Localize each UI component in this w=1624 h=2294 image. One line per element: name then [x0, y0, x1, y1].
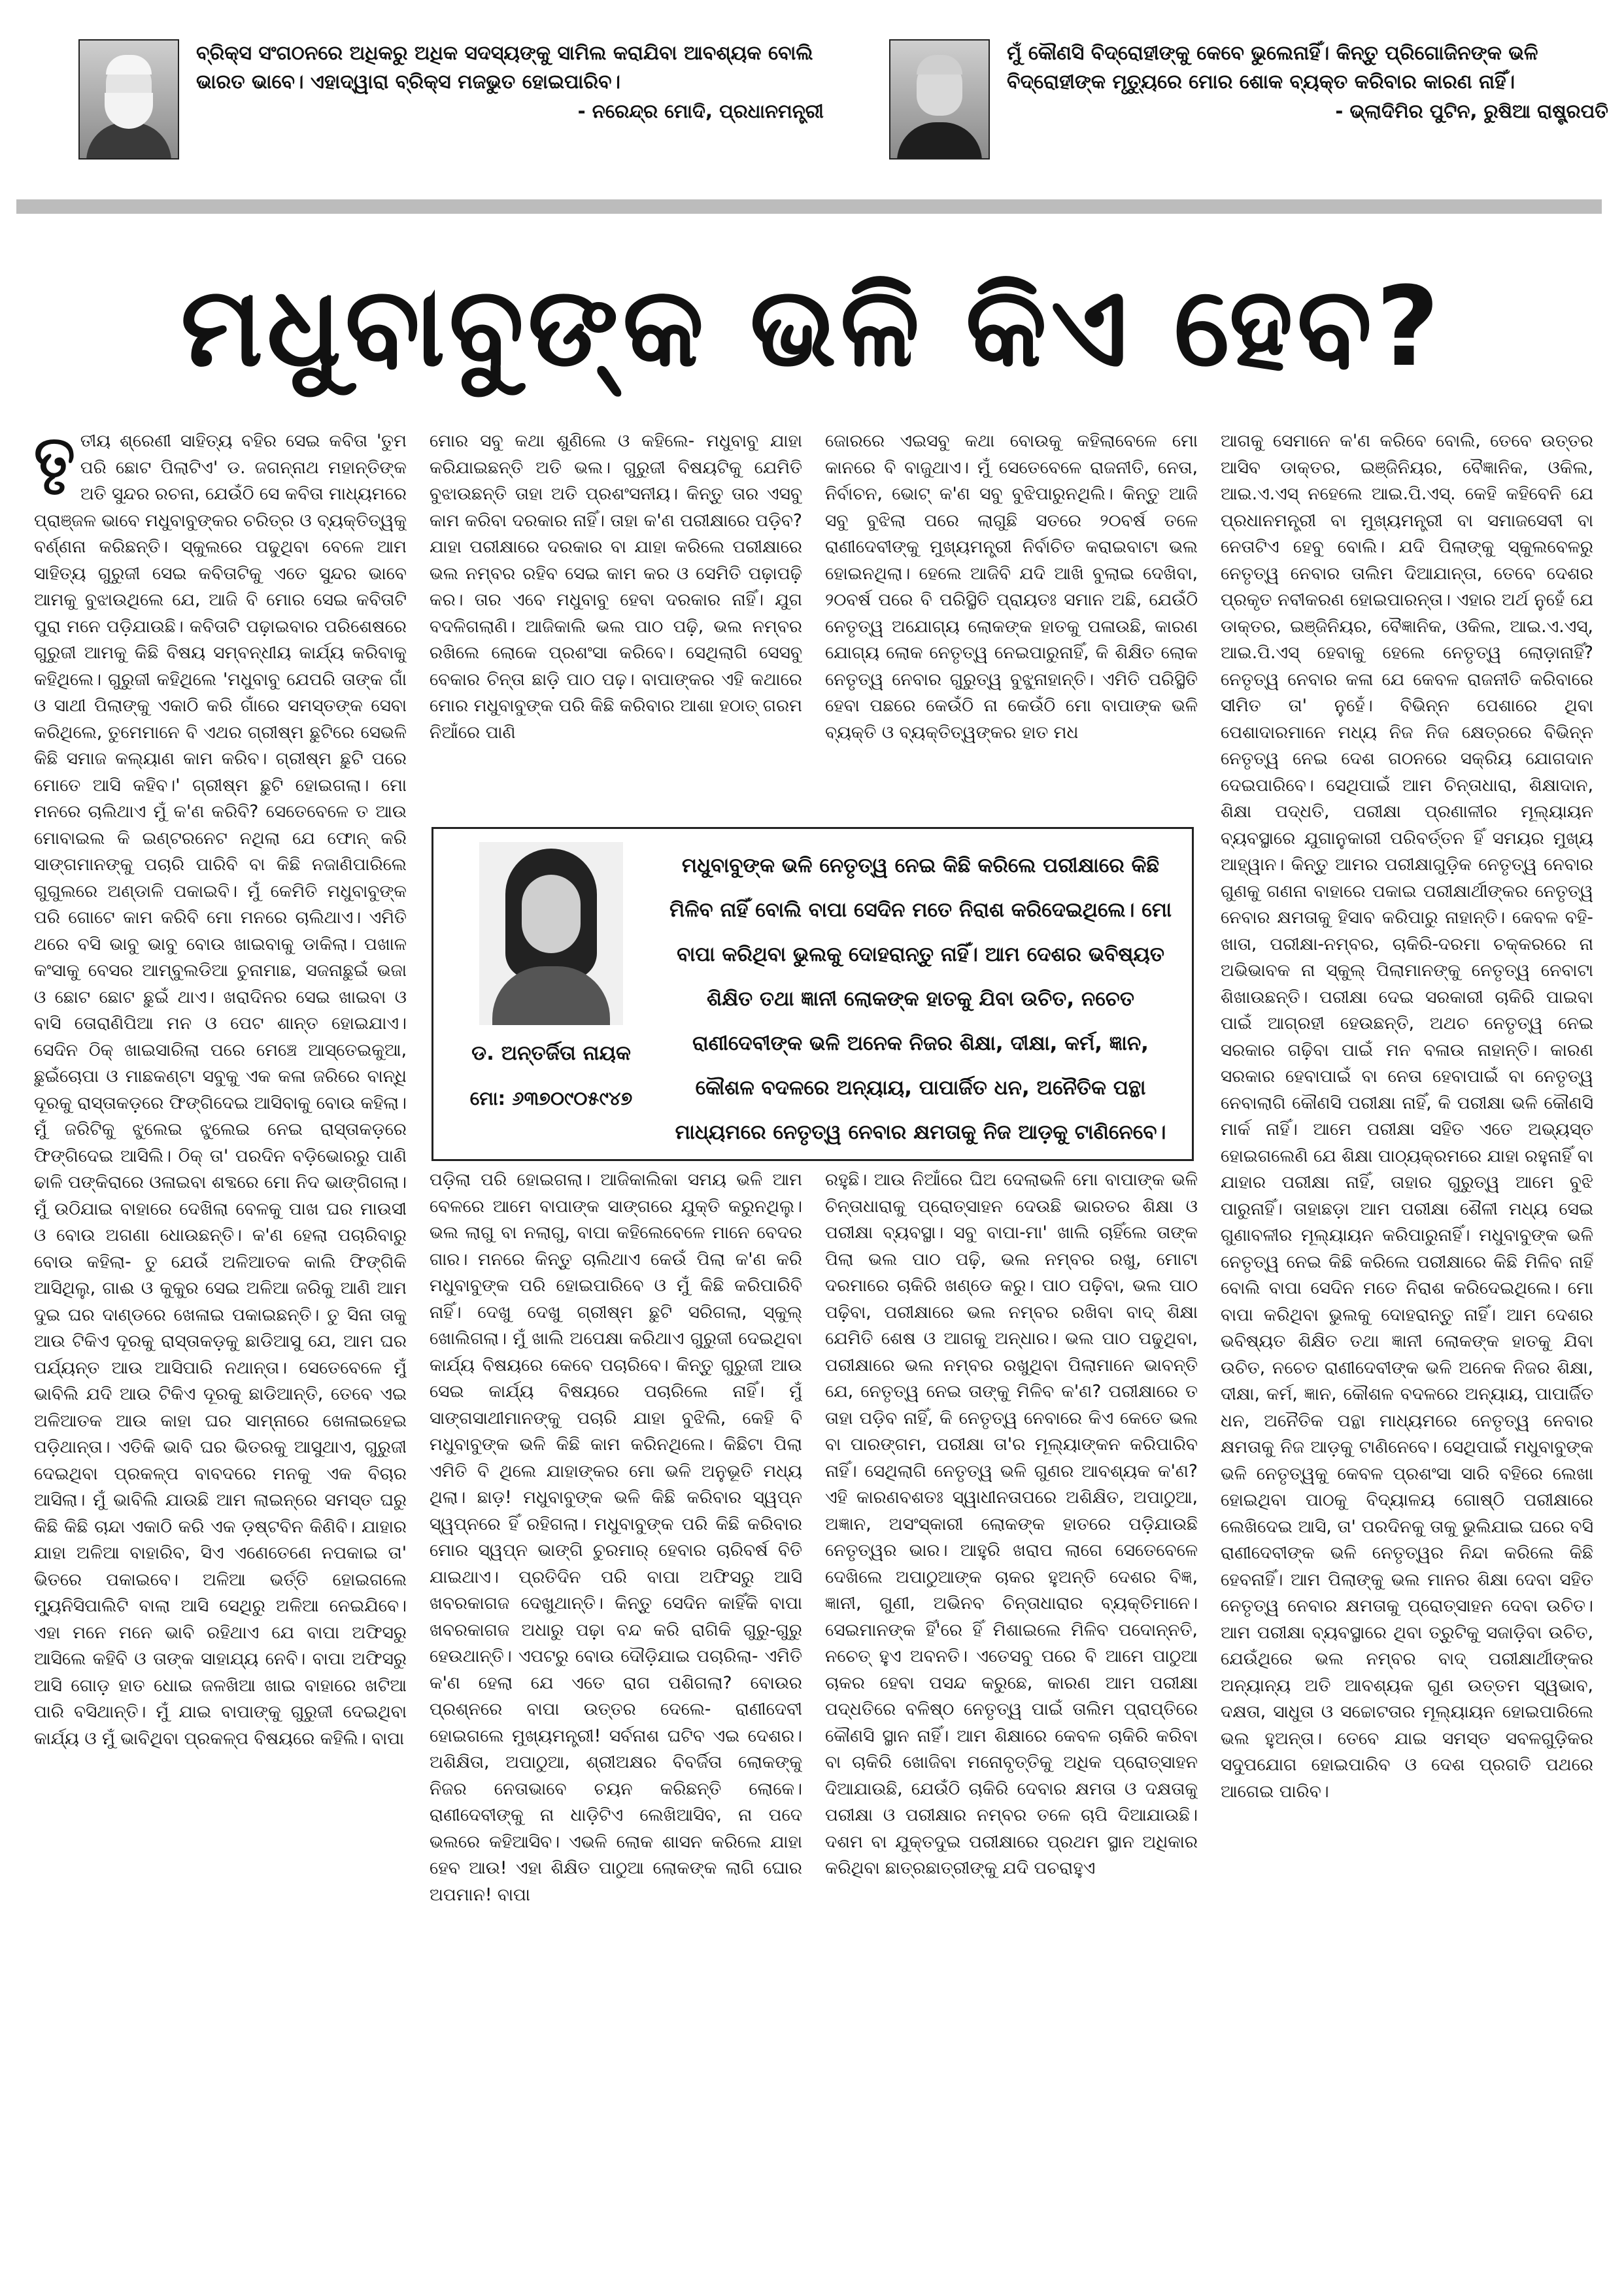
author-phone: ମୋ: ୬୩୭୦୯୦୫୯୪୭: [469, 1087, 633, 1109]
headline: ମଧୁବାବୁଙ୍କ ଭଳି କିଏ ହେବ?: [180, 263, 1444, 391]
drop-cap: ତୃ: [34, 428, 75, 490]
quote-text: ମୁଁ କୌଣସି ବିଦ୍ରୋହୀଙ୍କୁ କେବେ ଭୁଲେନାହିଁ। କିନ୍ତୁ ପ୍ରିଗୋଜିନଙ୍କ ଭଳି ବିଦ୍ରୋହୀଙ୍କ ମୃତ୍ୟୁରେ ମୋର ଶୋକ ବ୍ୟକ୍ତ କରିବାର କାରଣ ନାହିଁ।: [1007, 42, 1538, 93]
article-column-1: [34, 428, 407, 2252]
quote-text: ବ୍ରିକ୍ସ ସଂଗଠନରେ ଅଧିକରୁ ଅଧିକ ସଦସ୍ୟଙ୍କୁ ସାମିଲ କରାଯିବା ଆବଶ୍ୟକ ବୋଲି ଭାରତ ଭାବେ। ଏହାଦ୍ୱାରା ବ୍ରିକ୍ସ ମଜଭୁତ ହୋଇପାରିବ।: [196, 42, 813, 93]
quote-putin: [889, 39, 1608, 177]
pull-quote-text: ମଧୁବାବୁଙ୍କ ଭଳି ନେତୃତ୍ୱ ନେଇ କିଛି କରିଲେ ପରୀକ୍ଷାରେ କିଛି ମିଳିବ ନାହିଁ ବୋଲି ବାପା ସେଦିନ ମତେ ନିରାଶ କରିଦେଇଥିଲେ। ମୋ ବାପା କରିଥିବା ଭୁଲକୁ ଦୋହରାନ୍ତୁ ନାହିଁ। ଆମ ଦେଶର ଭବିଷ୍ୟତ ଶିକ୍ଷିତ ତଥା ଜ୍ଞାନୀ ଲୋକଙ୍କ ହାତକୁ ଯିବା ଉଚିତ, ନଚେତ ରାଣୀଦେବୀଙ୍କ ଭଳି ଅନେକ ନିଜର ଶିକ୍ଷା, ଦୀକ୍ଷା, କର୍ମ, ଜ୍ଞାନ, କୌଶଳ ବଦଳରେ ଅନ୍ୟାୟ, ପାପାର୍ଜିତ ଧନ, ଅନୈତିକ ପନ୍ଥା ମାଧ୍ୟମରେ ନେତୃତ୍ୱ ନେବାର କ୍ଷମତାକୁ ନିଜ ଆଡ଼କୁ ଟାଣିନେବେ।: [669, 854, 1172, 1144]
article-column-2-bottom: [430, 1167, 802, 2252]
author-name: ଡ. ଅନ୍ତର୍ଜିତା ନାୟକ: [471, 1041, 631, 1065]
article-column-4: [1221, 428, 1593, 2252]
column-text: ମୋର ସବୁ କଥା ଶୁଣିଲେ ଓ କହିଲେ- ମଧୁବାବୁ ଯାହା କରିଯାଇଛନ୍ତି ଅତି ଭଲ। ଗୁରୁଜୀ ବିଷୟଟିକୁ ଯେମିତି ବୁଝାଉଛନ୍ତି ତାହା ଅତି ପ୍ରଶଂସନୀୟ। କିନ୍ତୁ ତାର ଏସବୁ କାମ କରିବା ଦରକାର ନାହିଁ। ତାହା କ'ଣ ପରୀକ୍ଷାରେ ପଡ଼ିବ? ଯାହା ପରୀକ୍ଷାରେ ଦରକାର ବା ଯାହା କରିଲେ ପରୀକ୍ଷାରେ ଭଲ ନମ୍ବର ରହିବ ସେଇ କାମ କର ଓ ସେମିତି ପଢ଼ାପଢ଼ି କର। ତାର ଏବେ ମଧୁବାବୁ ହେବା ଦରକାର ନାହିଁ। ଯୁଗ ବଦଳିଗଲାଣି। ଆଜିକାଲି ଭଲ ପାଠ ପଢ଼ି, ଭଲ ନମ୍ବର ରଖିଲେ ଲୋକେ ପ୍ରଶଂସା କରିବେ। ସେଥିଲାଗି ସେସବୁ ବେକାର ଚିନ୍ତା ଛାଡ଼ି ପାଠ ପଢ଼। ବାପାଙ୍କର ଏହି କଥାରେ ମୋର ମଧୁବାବୁଙ୍କ ପରି କିଛି କରିବାର ଆଶା ହଠାତ୍ ଗରମ ନିଆଁରେ ପାଣି: [430, 431, 802, 743]
author-photo: [479, 842, 623, 1025]
putin-portrait: [889, 39, 990, 160]
quote-author: - ଭ୍ଲାଦିମିର ପୁଟିନ, ରୁଷିଆ ରାଷ୍ଟ୍ରପତି: [1335, 100, 1608, 122]
article-body: [34, 428, 1593, 2259]
article-column-3-bottom: [825, 1167, 1198, 2252]
article-column-3-top: [825, 428, 1198, 794]
quote-modi: [78, 39, 824, 177]
column-text: ତୀୟ ଶ୍ରେଣୀ ସାହିତ୍ୟ ବହିର ସେଇ କବିତା 'ତୁମ ପରି ଛୋଟ ପିଲାଟିଏ' ଡ. ଜଗନ୍ନାଥ ମହାନ୍ତିଙ୍କ ଅତି ସୁନ୍ଦର ରଚନା, ଯେଉଁଠି ସେ କବିତା ମାଧ୍ୟମରେ ପ୍ରାଞ୍ଜଳ ଭାବେ ମଧୁବାବୁଙ୍କର ଚରିତ୍ର ଓ ବ୍ୟକ୍ତିତ୍ୱକୁ ବର୍ଣ୍ଣନା କରିଛନ୍ତି। ସ୍କୁଲରେ ପଢୁଥିବା ବେଳେ ଆମ ସାହିତ୍ୟ ଗୁରୁଜୀ ସେଇ କବିତାଟିକୁ ଏତେ ସୁନ୍ଦର ଭାବେ ଆମକୁ ବୁଝାଉଥିଲେ ଯେ, ଆଜି ବି ମୋର ସେଇ କବିତାଟି ପୁରା ମନେ ପଡ଼ିଯାଉଛି। କବିତାଟି ପଢ଼ାଇବାର ପରିଶେଷରେ ଗୁରୁଜୀ ଆମକୁ କିଛି ବିଷୟ ସମ୍ବନ୍ଧୀୟ କାର୍ଯ୍ୟ କରିବାକୁ କହିଥିଲେ। ଗୁରୁଜୀ କହିଥିଲେ 'ମଧୁବାବୁ ଯେପରି ତାଙ୍କ ଗାଁ ଓ ସାଥୀ ପିଲାଙ୍କୁ ଏକାଠି କରି ଗାଁରେ ସମସ୍ତଙ୍କ ସେବା କରିଥିଲେ, ତୁମେମାନେ ବି ଏଥର ଗ୍ରୀଷ୍ମ ଛୁଟିରେ ସେଭଳି କିଛି ସମାଜ କଲ୍ୟାଣ କାମ କରିବ। ଗ୍ରୀଷ୍ମ ଛୁଟି ପରେ ମୋତେ ଆସି କହିବ।' ଗ୍ରୀଷ୍ମ ଛୁଟି ହୋଇଗଲା। ମୋ ମନରେ ଚାଲିଥାଏ ମୁଁ କ'ଣ କରିବି? ସେତେବେଳେ ତ ଆଉ ମୋବାଇଲ କି ଇଣ୍ଟରନେଟ ନଥିଲା ଯେ ଫୋନ୍ କରି ସାଙ୍ଗମାନଙ୍କୁ ପଚାରି ପାରିବି ବା କିଛି ନଜାଣିପାରିଲେ ଗୁଗୁଲରେ ଅଣ୍ଡାଳି ପକାଇବି। ମୁଁ କେମିତି ମଧୁବାବୁଙ୍କ ପରି ଗୋଟେ କାମ କରିବି ମୋ ମନରେ ଚାଲିଥାଏ। ଏମିତି ଥରେ ବସି ଭାବୁ ଭାବୁ ବୋଉ ଖାଇବାକୁ ଡାକିଲା। ପଖାଳ କଂସାକୁ ବେସର ଆମ୍ବୁଲଡିଆ ଚୁନାମାଛ, ସଜନାଛୁଇଁ ଭଜା ଓ ଛୋଟ ଛୋଟ ଛୁଇଁ ଥାଏ। ଖରାଦିନର ସେଇ ଖାଇବା ଓ ବାସି ତୋରାଣିପିଆ ମନ ଓ ପେଟ ଶାନ୍ତ ହୋଇଯାଏ। ସେଦିନ ଠିକ୍ ଖାଇସାରିଲା ପରେ ମେଞ୍ଚେ ଆସ୍ତେଇକୁଆ, ଛୁଇଁଚୋପା ଓ ମାଛକଣ୍ଟା ସବୁକୁ ଏକ କଳା ଜରିରେ ବାନ୍ଧି ଦୂରକୁ ରାସ୍ତାକଡ଼ରେ ଫିଙ୍ଗିଦେଇ ଆସିବାକୁ ବୋଉ କହିଲା। ମୁଁ ଜରିଟିକୁ ଝୁଲେଇ ଝୁଲେଇ ନେଇ ରାସ୍ତାକଡ଼ରେ ଫିଙ୍ଗିଦେଇ ଆସିଲି। ଠିକ୍ ତା' ପରଦିନ ବଡ଼ିଭୋରରୁ ପାଣି ଢାଳି ପଙ୍କିରାରେ ଓଳାଇବା ଶବ୍ଦରେ ମୋ ନିଦ ଭାଙ୍ଗିଗଲା। ମୁଁ ଉଠିଯାଇ ବାହାରେ ଦେଖିଲା ବେଳକୁ ପାଖ ଘର ମାଉସୀ ଓ ବୋଉ ଅଗଣା ଧୋଉଛନ୍ତି। କ'ଣ ହେଲା ପଚାରିବାରୁ ବୋଉ କହିଲା- ତୁ ଯେଉଁ ଅଳିଆତକ କାଲି ଫିଙ୍ଗିକି ଆସିଥିଲୁ, ଗାଈ ଓ କୁକୁର ସେଇ ଅଳିଆ ଜରିକୁ ଆଣି ଆମ ଦୁଇ ଘର ଦାଣ୍ଡରେ ଖେଳାଇ ପକାଇଛନ୍ତି। ତୁ ସିନା ତାକୁ ଆଉ ଟିକିଏ ଦୂରକୁ ରାସ୍ତାକଡ଼କୁ ଛାଡିଆସୁ ଯେ, ଆମ ଘର ପର୍ଯ୍ୟନ୍ତ ଆଉ ଆସିପାରି ନଥାନ୍ତା। ସେତେବେଳେ ମୁଁ ଭାବିଲି ଯଦି ଆଉ ଟିକିଏ ଦୂରକୁ ଛାଡିଆନ୍ତି, ତେବେ ଏଇ ଅଳିଆତକ ଆଉ କାହା ଘର ସାମ୍ନାରେ ଖେଳାଇହେଇ ପଡ଼ିଥାନ୍ତା। ଏତିକି ଭାବି ଘର ଭିତରକୁ ଆସୁଥାଏ, ଗୁରୁଜୀ ଦେଇଥିବା ପ୍ରକଳ୍ପ ବାବଦରେ ମନକୁ ଏକ ବିଚାର ଆସିଲା। ମୁଁ ଭାବିଲି ଯାଉଛି ଆମ ଲାଇନ୍‌ରେ ସମସ୍ତ ଘରୁ କିଛି କିଛି ଚାନ୍ଦା ଏକାଠି କରି ଏକ ଡ଼ଷ୍ଟବିନ କିଣିବି। ଯାହାର ଯାହା ଅଳିଆ ବାହାରିବ, ସିଏ ଏଣେତେଣେ ନପକାଇ ତା' ଭିତରେ ପକାଇବେ। ଅଳିଆ ଭର୍ତ୍ତି ହୋଇଗଲେ ମ୍ୟୁନିସିପାଲିଟି ବାଲା ଆସି ସେଥିରୁ ଅଳିଆ ନେଇଯିବେ। ଏହା ମନେ ମନେ ଭାବି ରହିଥାଏ ଯେ ବାପା ଅଫିସରୁ ଆସିଲେ କହିବି ଓ ତାଙ୍କ ସାହାଯ୍ୟ ନେବି। ବାପା ଅଫିସରୁ ଆସି ଗୋଡ଼ ହାତ ଧୋଇ ଜଳଖିଆ ଖାଇ ବାହାରେ ଖଟିଆ ପାରି ବସିଥାନ୍ତି। ମୁଁ ଯାଇ ବାପାଙ୍କୁ ଗୁରୁଜୀ ଦେଇଥିବା କାର୍ଯ୍ୟ ଓ ମୁଁ ଭାବିଥିବା ପ୍ରକଳ୍ପ ବିଷୟରେ କହିଲି। ବାପା: [34, 431, 407, 1749]
modi-portrait: [78, 39, 179, 160]
column-text: ରହୁଛି। ଆଉ ନିଆଁରେ ଘିଅ ଦେଲାଭଳି ମୋ ବାପାଙ୍କ ଭଳି ଚିନ୍ତାଧାରାକୁ ପ୍ରୋତ୍ସାହନ ଦେଉଛି ଭାରତର ଶିକ୍ଷା ଓ ପରୀକ୍ଷା ବ୍ୟବସ୍ଥା। ସବୁ ବାପା-ମା' ଖାଲି ଚାହିଁଲେ ତାଙ୍କ ପିଲା ଭଲ ପାଠ ପଢ଼ି, ଭଲ ନମ୍ବର ରଖୁ, ମୋଟା ଦରମାରେ ଚାକିରି ଖଣ୍ଡେ କରୁ। ପାଠ ପଢ଼ିବା, ଭଲ ପାଠ ପଢ଼ିବା, ପରୀକ୍ଷାରେ ଭଲ ନମ୍ବର ରଖିବା ବାଦ୍ ଶିକ୍ଷା ଯେମିତି ଶେଷ ଓ ଆଗକୁ ଅନ୍ଧାର। ଭଲ ପାଠ ପଢୁଥିବା, ପରୀକ୍ଷାରେ ଭଲ ନମ୍ବର ରଖୁଥିବା ପିଲାମାନେ ଭାବନ୍ତି ଯେ, ନେତୃତ୍ୱ ନେଇ ତାଙ୍କୁ ମିଳିବ କ'ଣ? ପରୀକ୍ଷାରେ ତ ତାହା ପଡ଼ିବ ନାହିଁ, କି ନେତୃତ୍ୱ ନେବାରେ କିଏ କେତେ ଭଲ ବା ପାରଙ୍ଗମ, ପରୀକ୍ଷା ତା'ର ମୂଲ୍ୟାଙ୍କନ କରିପାରିବ ନାହିଁ। ସେଥିଲାଗି ନେତୃତ୍ୱ ଭଳି ଗୁଣର ଆବଶ୍ୟକ କ'ଣ? ଏହି କାରଣବଶତଃ ସ୍ୱାଧୀନତାପରେ ଅଶିକ୍ଷିତ, ଅପାଠୁଆ, ଅଜ୍ଞାନ, ଅସଂସ୍କାରୀ ଲୋକଙ୍କ ହାତରେ ପଡ଼ିଯାଉଛି ନେତୃତ୍ୱର ଭାର। ଆହୁରି ଖରାପ ଲାଗେ ସେତେବେଳେ ଦେଖିଲେ ଅପାଠୁଆଙ୍କ ଚାକର ହୁଅନ୍ତି ଦେଶର ବିଜ୍ଞ, ଜ୍ଞାନୀ, ଗୁଣୀ, ଅଭିନବ ଚିନ୍ତାଧାରାର ବ୍ୟକ୍ତିମାନେ। ସେଇମାନଙ୍କ ହିଁ'ରେ ହିଁ ମିଶାଇଲେ ମିଳିବ ପଦୋନ୍ନତି, ନଚେତ୍ ହୁଏ ଅବନତି। ଏତେସବୁ ପରେ ବି ଆମେ ପାଠୁଆ ଚାକର ହେବା ପସନ୍ଦ କରୁଛେ, କାରଣ ଆମ ପରୀକ୍ଷା ପଦ୍ଧତିରେ ବଳିଷ୍ଠ ନେତୃତ୍ୱ ପାଇଁ ତାଲିମ ପ୍ରାପ୍ତିରେ କୌଣସି ସ୍ଥାନ ନାହିଁ। ଆମ ଶିକ୍ଷାରେ କେବଳ ଚାକିରି କରିବା ବା ଚାକିରି ଖୋଜିବା ମନୋବୃତ୍ତିକୁ ଅଧିକ ପ୍ରୋତ୍ସାହନ ଦିଆଯାଉଛି, ଯେଉଁଠି ଚାକିରି ଦେବାର କ୍ଷମତା ଓ ଦକ୍ଷତାକୁ ପରୀକ୍ଷା ଓ ପରୀକ୍ଷାର ନମ୍ବର ତଳେ ଚାପି ଦିଆଯାଉଛି। ଦଶମ ବା ଯୁକ୍ତଦୁଇ ପରୀକ୍ଷାରେ ପ୍ରଥମ ସ୍ଥାନ ଅଧିକାର କରିଥିବା ଛାତ୍ରଛାତ୍ରୀଙ୍କୁ ଯଦି ପଚରାହୁଏ: [825, 1170, 1198, 1878]
quote-author: - ନରେନ୍ଦ୍ର ମୋଦି, ପ୍ରଧାନମନ୍ତ୍ରୀ: [577, 100, 824, 122]
column-text: ଜୋରରେ ଏଇସବୁ କଥା ବୋଉକୁ କହିଲାବେଳେ ମୋ କାନରେ ବି ବାଜୁଥାଏ। ମୁଁ ସେତେବେଳେ ରାଜନୀତି, ନେତା, ନିର୍ବାଚନ, ଭୋଟ୍ କ'ଣ ସବୁ ବୁଝିପାରୁନଥିଲି। କିନ୍ତୁ ଆଜି ସବୁ ବୁଝିଲା ପରେ ଲାଗୁଛି ସତରେ ୨୦ବର୍ଷ ତଳେ ରାଣୀଦେବୀଙ୍କୁ ମୁଖ୍ୟମନ୍ତ୍ରୀ ନିର୍ବାଚିତ କରାଇବାଟା ଭଲ ହୋଇନଥିଲା। ହେଲେ ଆଜିବି ଯଦି ଆଖି ବୁଲାଇ ଦେଖିବା, ୨୦ବର୍ଷ ପରେ ବି ପରିସ୍ଥିତି ପ୍ରାୟତଃ ସମାନ ଅଛି, ଯେଉଁଠି ନେତୃତ୍ୱ ଅଯୋଗ୍ୟ ଲୋକଙ୍କ ହାତକୁ ପଳାଉଛି, କାରଣ ଯୋଗ୍ୟ ଲୋକ ନେତୃତ୍ୱ ନେଇପାରୁନାହିଁ, କି ଶିକ୍ଷିତ ଲୋକ ନେତୃତ୍ୱ ନେବାର ଗୁରୁତ୍ୱ ବୁଝୁନାହାନ୍ତି। ଏମିତି ପରିସ୍ଥିତି ହେବା ପଛରେ କେଉଁଠି ନା କେଉଁଠି ମୋ ବାପାଙ୍କ ଭଳି ବ୍ୟକ୍ତି ଓ ବ୍ୟକ୍ତିତ୍ୱଙ୍କର ହାତ ମଧ: [825, 431, 1198, 743]
divider-bar: [16, 199, 1602, 214]
column-text: ପଡ଼ିଲା ପରି ହୋଇଗଲା। ଆଜିକାଲିକା ସମୟ ଭଳି ଆମ ବେଳରେ ଆମେ ବାପାଙ୍କ ସାଙ୍ଗରେ ଯୁକ୍ତି କରୁନଥିଲୁ। ଭଲ ଲାଗୁ ବା ନଲାଗୁ, ବାପା କହିଲେବେଳେ ମାନେ ବେଦର ଗାର। ମନରେ କିନ୍ତୁ ଚାଲିଥାଏ କେଉଁ ପିଲା କ'ଣ କରି ମଧୁବାବୁଙ୍କ ପରି ହୋଇପାରିବେ ଓ ମୁଁ କିଛି କରିପାରିବି ନାହିଁ। ଦେଖୁ ଦେଖୁ ଗ୍ରୀଷ୍ମ ଛୁଟି ସରିଗଲା, ସ୍କୁଲ୍ ଖୋଲିଗଲା। ମୁଁ ଖାଲି ଅପେକ୍ଷା କରିଥାଏ ଗୁରୁଜୀ ଦେଇଥିବା କାର୍ଯ୍ୟ ବିଷୟରେ କେବେ ପଚାରିବେ। କିନ୍ତୁ ଗୁରୁଜୀ ଆଉ ସେଇ କାର୍ଯ୍ୟ ବିଷୟରେ ପଚାରିଲେ ନାହିଁ। ମୁଁ ସାଙ୍ଗସାଥୀମାନଙ୍କୁ ପଚାରି ଯାହା ବୁଝିଲି, କେହି ବି ମଧୁବାବୁଙ୍କ ଭଳି କିଛି କାମ କରିନଥିଲେ। କିଛିଟା ପିଲା ଏମିତି ବି ଥିଲେ ଯାହାଙ୍କର ମୋ ଭଳି ଅନୁଭୂତି ମଧ୍ୟ ଥିଲା। ଛାଡ଼! ମଧୁବାବୁଙ୍କ ଭଳି କିଛି କରିବାର ସ୍ୱପ୍ନ ସ୍ୱପ୍ନରେ ହିଁ ରହିଗଲା। ମଧୁବାବୁଙ୍କ ପରି କିଛି କରିବାର ମୋର ସ୍ୱପ୍ନ ଭାଙ୍ଗି ଚୁରମାର୍ ହେବାର ଚାରିବର୍ଷ ବିତି ଯାଇଥାଏ। ପ୍ରତିଦିନ ପରି ବାପା ଅଫିସରୁ ଆସି ଖବରକାଗଜ ଦେଖୁଥାନ୍ତି। କିନ୍ତୁ ସେଦିନ କାହିଁକି ବାପା ଖବରକାଗଜ ଅଧାରୁ ପଢ଼ା ବନ୍ଦ କରି ରାଗିକି ଗୁରୁ-ଗୁରୁ ହେଉଥାନ୍ତି। ଏପଟରୁ ବୋଉ ଦୌଡ଼ିଯାଇ ପଚାରିଲା- ଏମିତି କ'ଣ ହେଲା ଯେ ଏତେ ରାଗ ପଶିଗଲା? ବୋଉର ପ୍ରଶ୍ନରେ ବାପା ଉତ୍ତର ଦେଲେ- ରାଣୀଦେବୀ ହୋଇଗଲେ ମୁଖ୍ୟମନ୍ତ୍ରୀ! ସର୍ବନାଶ ଘଟିବ ଏଇ ଦେଶର। ଅଶିକ୍ଷିତା, ଅପାଠୁଆ, ଶ୍ରୀଅକ୍ଷର ବିବର୍ଜିତା ଲୋକଙ୍କୁ ନିଜର ନେତାଭାବେ ଚୟନ କରିଛନ୍ତି ଲୋକେ। ରାଣୀଦେବୀଙ୍କୁ ନା ଧାଡ଼ିଟିଏ ଲେଖିଆସିବ, ନା ପଦେ ଭଲରେ କହିଆସିବ। ଏଭଳି ଲୋକ ଶାସନ କରିଲେ ଯାହା ହେବ ଆଉ! ଏହା ଶିକ୍ଷିତ ପାଠୁଆ ଲୋକଙ୍କ ଲାଗି ଘୋର ଅପମାନ! ବାପା: [430, 1170, 802, 1905]
pull-quote-box: [431, 827, 1194, 1161]
column-text: ଆଗକୁ ସେମାନେ କ'ଣ କରିବେ ବୋଲି, ତେବେ ଉତ୍ତର ଆସିବ ଡାକ୍ତର, ଇଞ୍ଜିନିୟର, ବୈଜ୍ଞାନିକ, ଓକିଲ, ଆଇ.ଏ.ଏସ୍ ନହେଲେ ଆଇ.ପି.ଏସ୍. କେହି କହିବେନି ଯେ ପ୍ରଧାନମନ୍ତ୍ରୀ ବା ମୁଖ୍ୟମନ୍ତ୍ରୀ ବା ସମାଜସେବୀ ବା ନେତାଟିଏ ହେବୁ ବୋଲି। ଯଦି ପିଲାଙ୍କୁ ସ୍କୁଲବେଳରୁ ନେତୃତ୍ୱ ନେବାର ତାଲିମ ଦିଆଯାନ୍ତା, ତେବେ ଦେଶର ପ୍ରକୃତ ନବୀକରଣ ହୋଇପାରନ୍ତା। ଏହାର ଅର୍ଥ ନୁହେଁ ଯେ ଡାକ୍ତର, ଇଞ୍ଜିନିୟର, ବୈଜ୍ଞାନିକ, ଓକିଲ, ଆଇ.ଏ.ଏସ୍, ଆଇ.ପି.ଏସ୍ ହେବାକୁ ହେଲେ ନେତୃତ୍ୱ ଲୋଡ଼ାନାହିଁ? ନେତୃତ୍ୱ ନେବାର କଳା ଯେ କେବଳ ରାଜନୀତି କରିବାରେ ସୀମିତ ତା' ନୁହେଁ। ବିଭିନ୍ନ ପେଶାରେ ଥିବା ପେଶାଦାରମାନେ ମଧ୍ୟ ନିଜ ନିଜ କ୍ଷେତ୍ରରେ ବିଭିନ୍ନ ନେତୃତ୍ୱ ନେଇ ଦେଶ ଗଠନରେ ସକ୍ରିୟ ଯୋଗଦାନ ଦେଇପାରିବେ। ସେଥିପାଇଁ ଆମ ଚିନ୍ତାଧାରା, ଶିକ୍ଷାଦାନ, ଶିକ୍ଷା ପଦ୍ଧତି, ପରୀକ୍ଷା ପ୍ରଣାଳୀର ମୂଲ୍ୟାୟନ ବ୍ୟବସ୍ଥାରେ ଯୁଗାନୁକାରୀ ପରିବର୍ତ୍ତନ ହିଁ ସମୟର ମୁଖ୍ୟ ଆହ୍ୱାନ। କିନ୍ତୁ ଆମର ପରୀକ୍ଷାଗୁଡ଼ିକ ନେତୃତ୍ୱ ନେବାର ଗୁଣକୁ ଗଣନା ବାହାରେ ପକାଇ ପରୀକ୍ଷାର୍ଥୀଙ୍କର ନେତୃତ୍ୱ ନେବାର କ୍ଷମତାକୁ ହିସାବ କରିପାରୁ ନାହାନ୍ତି। କେବଳ ବହି-ଖାତା, ପରୀକ୍ଷା-ନମ୍ବର, ଚାକିରି-ଦରମା ଚକ୍କରରେ ନା ଅଭିଭାବକ ନା ସ୍କୁଲ୍ ପିଲାମାନଙ୍କୁ ନେତୃତ୍ୱ ନେବାଟା ଶିଖାଉଛନ୍ତି। ପରୀକ୍ଷା ଦେଇ ସରକାରୀ ଚାକିରି ପାଇବା ପାଇଁ ଆଗ୍ରହୀ ହେଉଛନ୍ତି, ଅଥଚ ନେତୃତ୍ୱ ନେଇ ସରକାର ଗଢ଼ିବା ପାଇଁ ମନ ବଳାଉ ନାହାନ୍ତି। କାରଣ ସରକାର ହେବାପାଇଁ ବା ନେତା ହେବାପାଇଁ ବା ନେତୃତ୍ୱ ନେବାଲାଗି କୌଣସି ପରୀକ୍ଷା ନାହିଁ, କି ପରୀକ୍ଷା ଭଳି କୌଣସି ମାର୍କ ନାହିଁ। ଆମେ ପରୀକ୍ଷା ସହିତ ଏତେ ଅଭ୍ୟସ୍ତ ହୋଇଗଲେଣି ଯେ ଶିକ୍ଷା ପାଠ୍ୟକ୍ରମରେ ଯାହା ରହୁନାହିଁ ବା ଯାହାର ପରୀକ୍ଷା ନାହିଁ, ତାହାର ଗୁରୁତ୍ୱ ଆମେ ବୁଝି ପାରୁନାହିଁ। ତାହାଛଡ଼ା ଆମ ପରୀକ୍ଷା ଶୈଳୀ ମଧ୍ୟ ସେଇ ଗୁଣାବଳୀର ମୂଲ୍ୟାୟନ କରିପାରୁନାହିଁ। ମଧୁବାବୁଙ୍କ ଭଳି ନେତୃତ୍ୱ ନେଇ କିଛି କରିଲେ ପରୀକ୍ଷାରେ କିଛି ମିଳିବ ନାହିଁ ବୋଲି ବାପା ସେଦିନ ମତେ ନିରାଶ କରିଦେଇଥିଲେ। ମୋ ବାପା କରିଥିବା ଭୁଲକୁ ଦୋହରାନ୍ତୁ ନାହିଁ। ଆମ ଦେଶର ଭବିଷ୍ୟତ ଶିକ୍ଷିତ ତଥା ଜ୍ଞାନୀ ଲୋକଙ୍କ ହାତକୁ ଯିବା ଉଚିତ, ନଚେତ ରାଣୀଦେବୀଙ୍କ ଭଳି ଅନେକ ନିଜର ଶିକ୍ଷା, ଦୀକ୍ଷା, କର୍ମ, ଜ୍ଞାନ, କୌଶଳ ବଦଳରେ ଅନ୍ୟାୟ, ପାପାର୍ଜିତ ଧନ, ଅନୈତିକ ପନ୍ଥା ମାଧ୍ୟମରେ ନେତୃତ୍ୱ ନେବାର କ୍ଷମତାକୁ ନିଜ ଆଡ଼କୁ ଟାଣିନେବେ। ସେଥିପାଇଁ ମଧୁବାବୁଙ୍କ ଭଳି ନେତୃତ୍ୱକୁ କେବଳ ପ୍ରଶଂସା ସାରି ବହିରେ ଲେଖା ହୋଇଥିବା ପାଠକୁ ବିଦ୍ୟାଳୟ ଗୋଷ୍ଠି ପରୀକ୍ଷାରେ ଲେଖିଦେଇ ଆସି, ତା' ପରଦିନକୁ ତାକୁ ଭୁଲିଯାଇ ଘରେ ବସି ରାଣୀଦେବୀଙ୍କ ଭଳି ନେତୃତ୍ୱର ନିନ୍ଦା କରିଲେ କିଛି ହେବନାହିଁ। ଆମ ପିଲାଙ୍କୁ ଭଲ ମାନର ଶିକ୍ଷା ଦେବା ସହିତ ନେତୃତ୍ୱ ନେବାର କ୍ଷମତାକୁ ପ୍ରୋତ୍ସାହନ ଦେବା ଉଚିତ। ଆମ ପରୀକ୍ଷା ବ୍ୟବସ୍ଥାରେ ଥିବା ତ୍ରୁଟିକୁ ସଜାଡ଼ିବା ଉଚିତ, ଯେଉଁଥିରେ ଭଲ ନମ୍ବର ବାଦ୍ ପରୀକ୍ଷାର୍ଥୀଙ୍କର ଅନ୍ୟାନ୍ୟ ଅତି ଆବଶ୍ୟକ ଗୁଣ ଉତ୍ତମ ସ୍ୱଭାବ, ଦକ୍ଷତା, ସାଧୁତା ଓ ସଚ୍ଚୋଟତାର ମୂଲ୍ୟାୟନ ହୋଇପାରିଲେ ଭଲ ହୁଅନ୍ତା। ତେବେ ଯାଇ ସମସ୍ତ ସବଳଗୁଡ଼ିକର ସଦୁପଯୋଗ ହୋଇପାରିବ ଓ ଦେଶ ପ୍ରଗତି ପଥରେ ଆଗେଇ ପାରିବ।: [1221, 431, 1593, 1802]
article-column-2-top: [430, 428, 802, 794]
